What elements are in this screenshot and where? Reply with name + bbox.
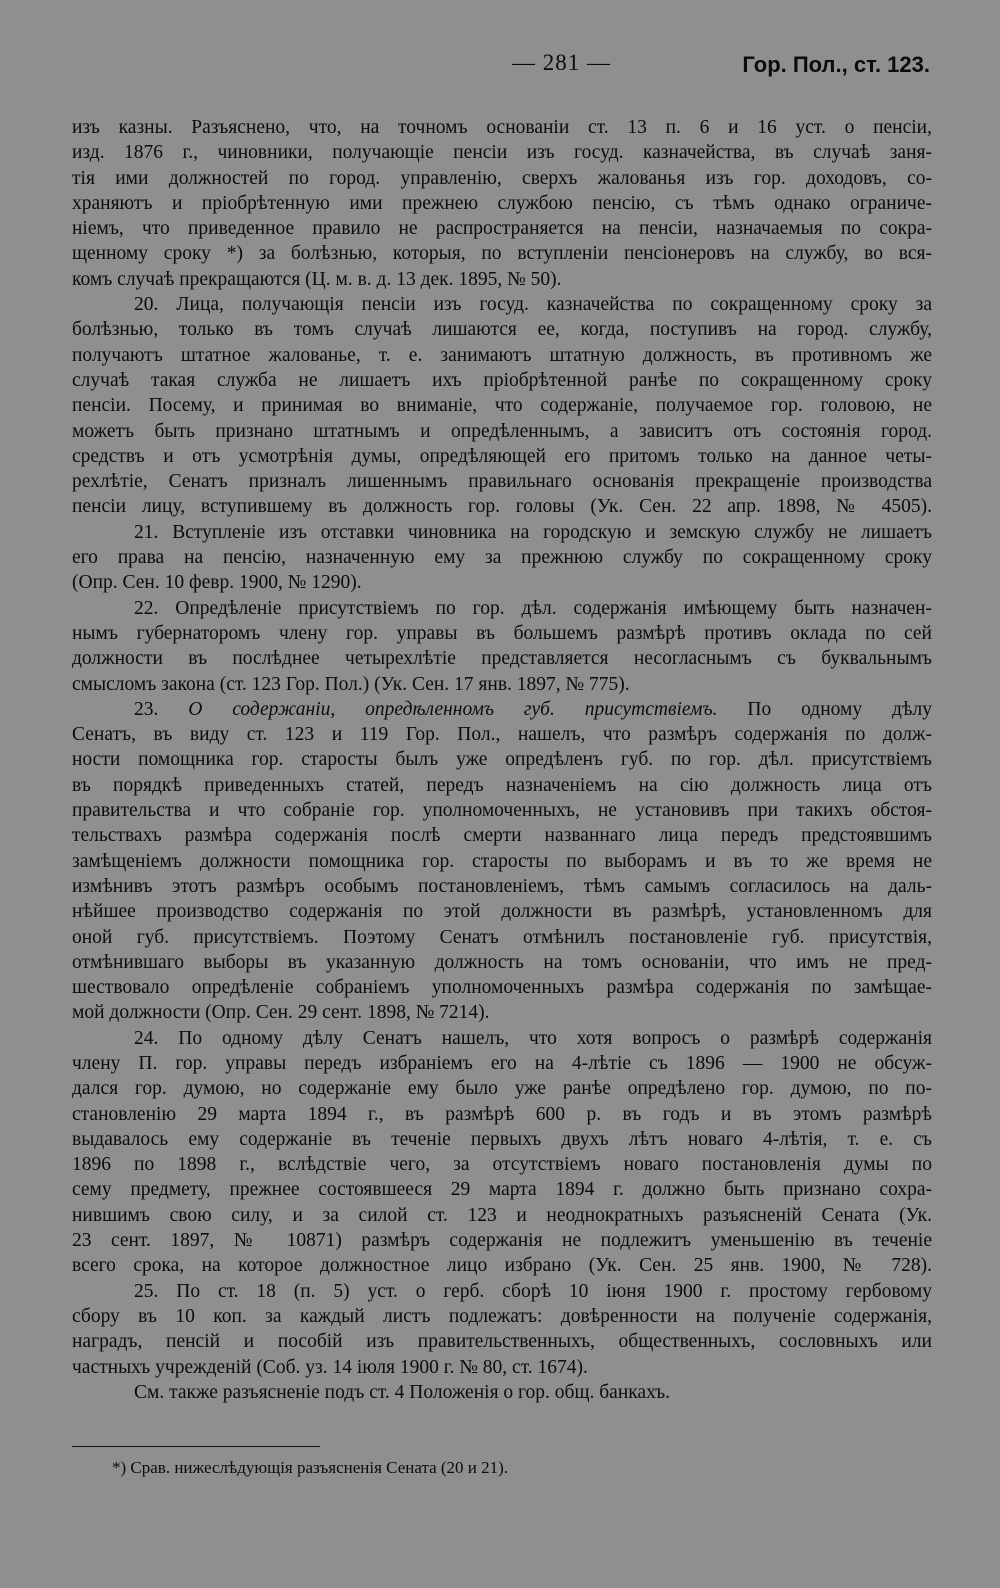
- text-line: пенсіи лицу, вступившему въ должность гор. головы (Ук. Сен. 22 апр. 1898, № 4505).: [72, 496, 932, 518]
- text-line: болѣзнью, только въ томъ случаѣ лишаются ее, когда, поступивъ на город. службу,: [72, 319, 932, 341]
- text-line: тія ими должностей по город. управленію, сверхъ жалованья изъ гор. доходовъ, со-: [72, 167, 932, 189]
- page-number: — 281 —: [512, 50, 611, 75]
- text-line: получаютъ штатное жалованье, т. е. занимаютъ штатную должность, въ противномъ же: [72, 344, 932, 366]
- text-line: становленію 29 марта 1894 г., въ размѣрѣ 600 р. въ годъ и въ этомъ размѣрѣ: [72, 1103, 932, 1125]
- text-line: можетъ быть признано штатнымъ и опредѣленнымъ, а зависитъ отъ состоянія город.: [72, 420, 932, 442]
- running-head: Гор. Пол., ст. 123.: [742, 52, 930, 77]
- text-line: Сенатъ, въ виду ст. 123 и 119 Гор. Пол., нашелъ, что размѣръ содержанія по долж-: [72, 724, 932, 746]
- see-also-line: См. также разъясненіе подъ ст. 4 Положенія о гор. общ. банкахъ.: [134, 1381, 671, 1403]
- text-line: должности въ послѣднее четырехлѣтіе представляется несогласнымъ съ буквальнымъ: [72, 648, 932, 670]
- paragraph-20-start: 20. Лица, получающія пенсіи изъ госуд. казначейства по сокращенному сроку за: [134, 294, 932, 316]
- text-line: въ порядкѣ приведенныхъ статей, передъ назначеніемъ на сію должность лица отъ: [72, 774, 932, 796]
- text-line: нѣйшее производство содержанія по этой должности въ размѣрѣ, установленномъ для: [72, 901, 932, 923]
- paragraph-21-start: 21. Вступленіе изъ отставки чиновника на городскую и земскую службу не лишаетъ: [134, 521, 932, 543]
- text-line: изъ казны. Разъяснено, что, на точномъ основаніи ст. 13 п. 6 и 16 уст. о пенсіи,: [72, 117, 932, 138]
- text-line: члену П. гор. управы передъ избраніемъ его на 4-лѣтіе съ 1896 — 1900 не обсуж-: [72, 1052, 932, 1074]
- text-line: дался гор. думою, но содержаніе ему было уже ранѣе опредѣлено гор. думою, по по-: [72, 1078, 932, 1100]
- text-line: измѣнивъ этотъ размѣръ особымъ постановленіемъ, тѣмъ самымъ согласилось на даль-: [72, 875, 932, 897]
- text-line: 23 сент. 1897, № 10871) размѣръ содержанія не подлежитъ уменьшенію въ теченіе: [72, 1230, 932, 1252]
- paragraph-title: О содержаніи, опредѣленномъ губ. присутствіемъ.: [188, 698, 718, 720]
- text-line: ніемъ, что приведенное правило не распространяется на пенсіи, назначаемыя по сокра-: [72, 218, 932, 240]
- text-line: всего срока, на которое должностное лицо избрано (Ук. Сен. 25 янв. 1900, № 728).: [72, 1255, 932, 1277]
- paragraph-24-start: 24. По одному дѣлу Сенатъ нашелъ, что хотя вопросъ о размѣрѣ содержанія: [134, 1027, 932, 1049]
- text-line: наградъ, пенсій и пособій изъ правительственныхъ, общественныхъ, сословныхъ или: [72, 1331, 932, 1353]
- text-line: замѣщеніемъ должности помощника гор. старосты по выборамъ и въ то же время не: [72, 850, 932, 872]
- text-line: сему предмету, прежнее состоявшееся 29 марта 1894 г. должно быть признано сохра-: [72, 1179, 932, 1201]
- text-line: ности помощника гор. старосты былъ уже опредѣленъ губ. по гор. дѣл. присутствіемъ: [72, 749, 932, 771]
- text-line: (Опр. Сен. 10 февр. 1900, № 1290).: [72, 572, 362, 594]
- text-line: 1896 по 1898 г., вслѣдствіе чего, за отсутствіемъ новаго постановленія думы по: [72, 1154, 932, 1176]
- paragraph-number: 23.: [134, 698, 159, 720]
- text-line: смысломъ закона (ст. 123 Гор. Пол.) (Ук. Сен. 17 янв. 1897, № 775).: [72, 673, 630, 695]
- text-line: пенсіи. Посему, и принимая во вниманіе, что содержаніе, получаемое гор. головою, не: [72, 395, 932, 417]
- text-line: шествовало опредѣленіе собраніемъ уполномоченныхъ размѣра содержанія по замѣщае-: [72, 977, 932, 999]
- text-line: оной губ. присутствіемъ. Поэтому Сенатъ отмѣнилъ постановленіе губ. присутствія,: [72, 926, 932, 948]
- footnote-divider: [72, 1446, 320, 1447]
- text-line: изд. 1876 г., чиновники, получающіе пенсіи изъ госуд. казначейства, въ случаѣ заня-: [72, 142, 932, 164]
- page-header: [70, 50, 930, 86]
- footnote: *) Срав. нижеслѣдующія разъясненія Сената (20 и 21).: [112, 1458, 509, 1477]
- text-line: сбору въ 10 коп. за каждый листъ подлежатъ: довѣренности на полученіе содержанія,: [72, 1305, 932, 1327]
- paragraph-text: По одному дѣлу: [747, 698, 932, 720]
- text-line: мой должности (Опр. Сен. 29 сент. 1898, № 7214).: [72, 1002, 490, 1024]
- text-line: средствъ и отъ усмотрѣнія думы, опредѣляющей его притомъ только на данное четы-: [72, 445, 932, 467]
- body-text: [72, 115, 932, 1405]
- paragraph-25-start: 25. По ст. 18 (п. 5) уст. о герб. сборѣ 10 іюня 1900 г. простому гербовому: [134, 1280, 932, 1302]
- text-line: нымъ губернаторомъ члену гор. управы въ большемъ размѣрѣ противъ оклада по сей: [72, 622, 932, 644]
- text-line: отмѣнившаго выборы въ указанную должность на томъ основаніи, что имъ не пред-: [72, 951, 932, 973]
- text-line: комъ случаѣ прекращаются (Ц. м. в. д. 13 дек. 1895, № 50).: [72, 268, 562, 290]
- text-line: частныхъ учрежденій (Соб. уз. 14 іюля 1900 г. № 80, ст. 1674).: [72, 1356, 588, 1378]
- text-line: щенному сроку *) за болѣзнью, которыя, по вступленіи пенсіонеровъ на службу, во вся-: [72, 243, 932, 265]
- text-line: случаѣ такая служба не лишаетъ ихъ пріобрѣтенной ранѣе по сокращенному сроку: [72, 369, 932, 391]
- text-line: тельствахъ размѣра содержанія послѣ смерти названнаго лица передъ предстоявшимъ: [72, 825, 932, 847]
- text-line: рехлѣтіе, Сенатъ призналъ лишеннымъ правильнаго основанія прекращеніе производства: [72, 471, 932, 493]
- text-line: его права на пенсію, назначенную ему за прежнюю службу по сокращенному сроку: [72, 547, 932, 569]
- text-line: выдавалось ему содержаніе въ теченіе первыхъ двухъ лѣтъ новаго 4-лѣтія, т. е. съ: [72, 1128, 932, 1150]
- paragraph-22-start: 22. Опредѣленіе присутствіемъ по гор. дѣл. содержанія имѣющему быть назначен-: [134, 597, 932, 619]
- paragraph-23-start: [72, 697, 932, 722]
- text-line: нившимъ свою силу, и за силой ст. 123 и неоднократныхъ разъясненій Сената (Ук.: [72, 1204, 932, 1226]
- text-line: храняютъ и пріобрѣтенную ими прежнею службою пенсію, съ тѣмъ однако ограниче-: [72, 192, 932, 214]
- text-line: правительства и что собраніе гор. уполномоченныхъ, не установивъ при такихъ обстоя-: [72, 800, 932, 822]
